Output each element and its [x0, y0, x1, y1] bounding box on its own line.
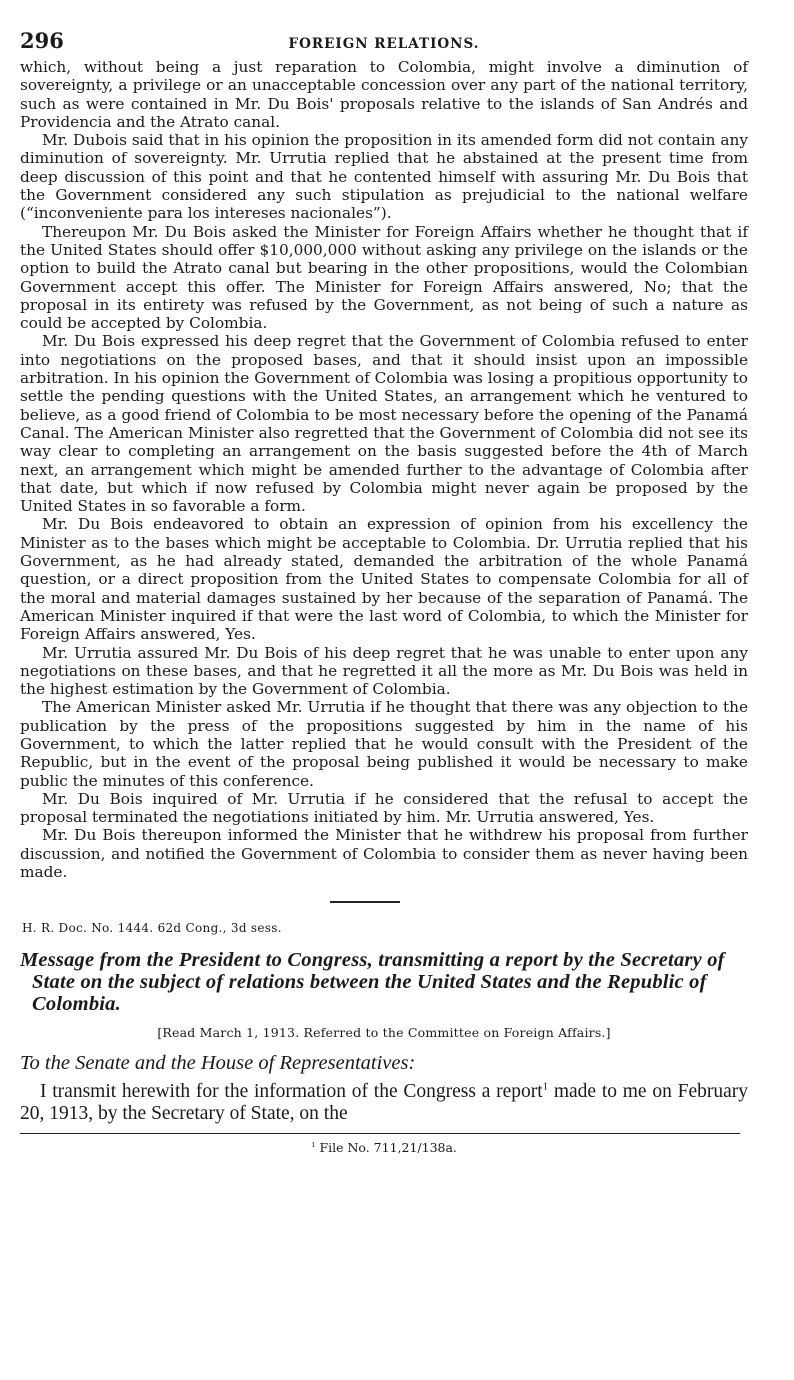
footnote-text: File No. 711,21/138a.: [315, 1140, 457, 1156]
message-title: Message from the President to Congress, transmitting a report by the Secretary of State on the subject of relations between the United States and the Republic of Colombia.: [20, 949, 725, 1016]
paragraph: Mr. Du Bois thereupon informed the Minister that he withdrew his proposal from further discussion, and notified the Government of Colombia to consider them as never having been made.: [20, 826, 748, 882]
running-head: FOREIGN RELATIONS.: [288, 36, 480, 52]
paragraph: The American Minister asked Mr. Urrutia if he thought that there was any objection to the publication by the press of the propositions suggested by him in the name of his Government, to which the latter replied that he would consult with the President of the Republic, but in the event of the proposal being published it would be necessary to make public the minutes of this conference.: [20, 698, 748, 790]
transmittal-text: [20, 1081, 748, 1125]
transmittal-text-end: made to me on February 20, 1913, by the Secretary of State, on the: [20, 1081, 748, 1125]
page-number: 296: [20, 28, 64, 53]
paragraph: Mr. Du Bois expressed his deep regret that the Government of Colombia refused to enter into negotiations on the proposed bases, and that it should insist upon an impossible arbitration. In his opinion the Government of Colombia was losing a propitious opportunity to settle the pending questions with the United States, an arrangement which he ventured to believe, as a good friend of Colombia to be most necessary before the opening of the Panamá Canal. The American Minister also regretted that the Government of Colombia did not see its way clear to completing an arrangement on the basis suggested before the 4th of March next, an arrangement which might be amended further to the advantage of Colombia after that date, but which if now refused by Colombia might never again be proposed by the United States in so favorable a form.: [20, 332, 748, 516]
transmittal-text-start: I transmit herewith for the information of the Congress a report: [40, 1081, 543, 1103]
document-reference: H. R. Doc. No. 1444. 62d Cong., 3d sess.: [22, 921, 282, 936]
footnote-divider: [20, 1133, 740, 1134]
section-divider: [330, 901, 400, 903]
document-page: [20, 28, 748, 1155]
salutation: To the Senate and the House of Representatives:: [20, 1052, 416, 1075]
footnote-mark[interactable]: 1: [542, 1080, 549, 1093]
footnote: [20, 1140, 748, 1155]
paragraph: Mr. Du Bois inquired of Mr. Urrutia if he considered that the refusal to accept the proposal terminated the negotiations initiated by him. Mr. Urrutia answered, Yes.: [20, 789, 748, 827]
paragraph: which, without being a just reparation to Colombia, might involve a diminution of sovereignty, a privilege or an unacceptable concession over any part of the national territory, such as were contained in Mr. Du Bois' proposals relative to the islands of San Andrés and Providencia and the Atrato canal.: [20, 58, 748, 131]
body-text: [20, 58, 748, 881]
paragraph: Mr. Urrutia assured Mr. Du Bois of his deep regret that he was unable to enter upon any negotiations on these bases, and that he regretted it all the more as Mr. Du Bois was held in the highest estimation by the Government of Colombia.: [20, 643, 748, 699]
paragraph: Mr. Dubois said that in his opinion the proposition in its amended form did not contain any diminution of sovereignty. Mr. Urrutia replied that he abstained at the present time from deep discussion of this point and that he contented himself with assuring Mr. Du Bois that the Government considered any such stipulation as prejudicial to the national welfare (“inconveniente para los intereses nacionales”).: [20, 131, 748, 223]
page-header: [20, 28, 748, 58]
footnote-number: 1: [311, 1141, 316, 1150]
paragraph: Mr. Du Bois endeavored to obtain an expression of opinion from his excellency the Minister as to the bases which might be acceptable to Colombia. Dr. Urrutia replied that his Government, as he had already stated, demanded the arbitration of the whole Panamá question, or a direct proposition from the United States to compensate Colombia for all of the moral and material damages sustained by her because of the separation of Panamá. The American Minister inquired if that were the last word of Colombia, to which the Minister for Foreign Affairs answered, Yes.: [20, 515, 748, 644]
read-note: [Read March 1, 1913. Referred to the Committee on Foreign Affairs.]: [157, 1025, 611, 1041]
paragraph: Thereupon Mr. Du Bois asked the Minister for Foreign Affairs whether he thought that if the United States should offer $10,000,000 without asking any privilege on the islands or the option to build the Atrato canal but bearing in the other propositions, would the Colombian Government accept this offer. The Minister for Foreign Affairs answered, No; that the proposal in its entirety was refused by the Government, as not being of such a nature as could be accepted by Colombia.: [20, 222, 748, 333]
